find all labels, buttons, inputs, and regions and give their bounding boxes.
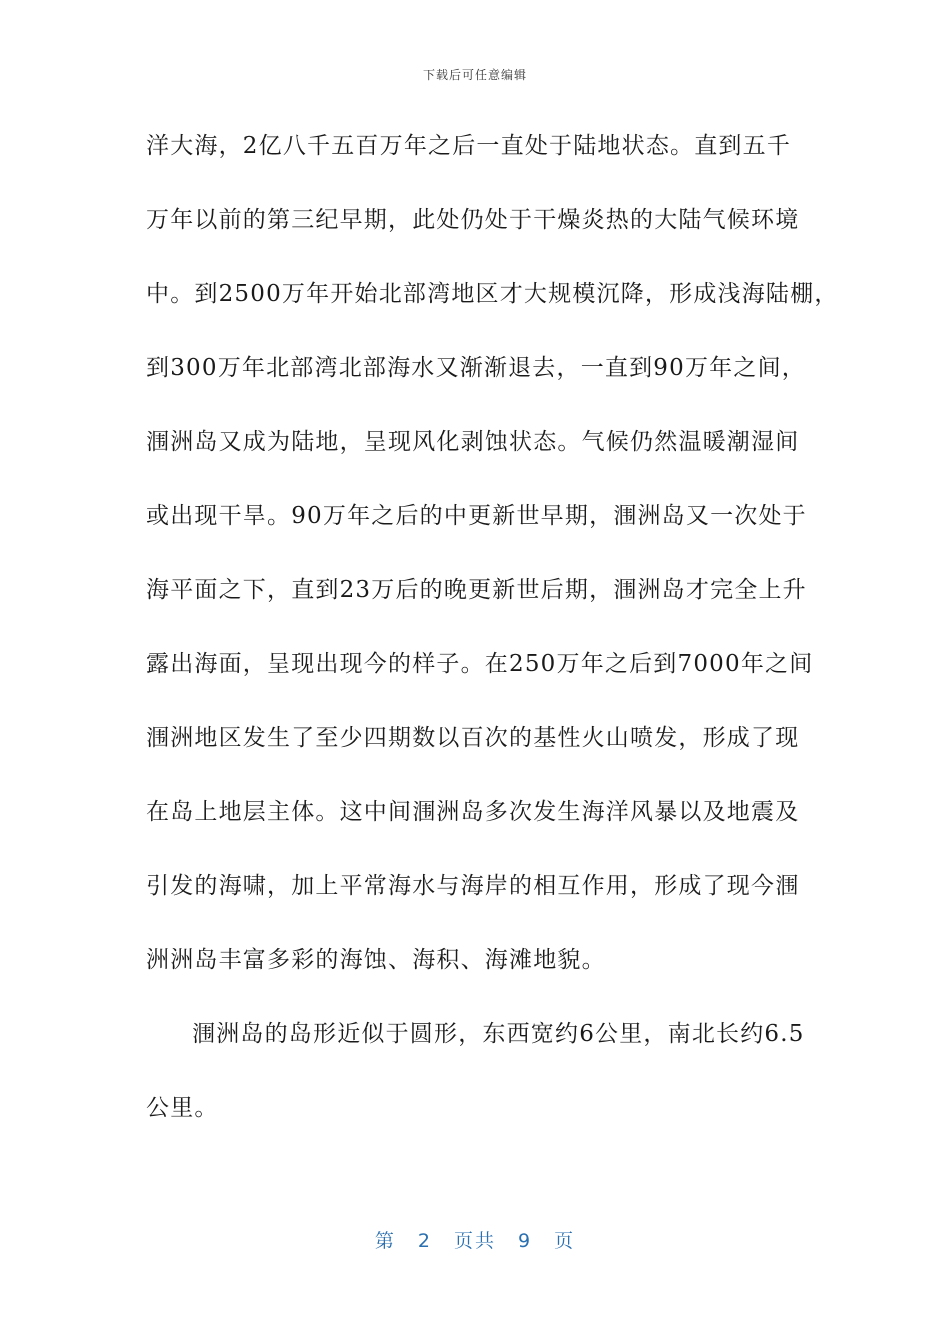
text-line: 海平面之下，直到23万后的晚更新世后期，涠洲岛才完全上升: [146, 577, 807, 603]
page-middle: 页共: [453, 1230, 496, 1252]
text-line: 洋大海，2亿八千五百万年之后一直处于陆地状态。直到五千: [146, 133, 792, 159]
text-line: 或出现干旱。90万年之后的中更新世早期，涠洲岛又一次处于: [146, 503, 807, 529]
page-total: 9: [518, 1230, 533, 1252]
paragraph-start-line: 涠洲岛的岛形近似于圆形，东西宽约6公里，南北长约6.5: [192, 1021, 805, 1047]
text-line: 引发的海啸，加上平常海水与海岸的相互作用，形成了现今涠: [146, 873, 800, 899]
header-note: 下载后可任意编辑: [422, 68, 527, 82]
page-number: 2: [417, 1230, 432, 1252]
text-line: 万年以前的第三纪早期，此处仍处于干燥炎热的大陆气候环境: [146, 207, 800, 233]
text-line: 涠洲岛又成为陆地，呈现风化剥蚀状态。气候仍然温暖潮湿间: [146, 429, 800, 455]
page-prefix: 第: [374, 1230, 396, 1252]
text-line: 公里。: [146, 1095, 219, 1121]
text-line: 露出海面，呈现出现今的样子。在250万年之后到7000年之间: [146, 651, 814, 677]
text-line: 涠洲地区发生了至少四期数以百次的基性火山喷发，形成了现: [146, 725, 800, 751]
page-footer: [0, 1226, 950, 1253]
page-suffix: 页: [554, 1230, 576, 1252]
text-line: 在岛上地层主体。这中间涠洲岛多次发生海洋风暴以及地震及: [146, 799, 800, 825]
text-line: 到300万年北部湾北部海水又渐渐退去，一直到90万年之间，: [146, 355, 806, 381]
text-line: 洲洲岛丰富多彩的海蚀、海积、海滩地貌。: [146, 947, 606, 973]
text-line: 中。到2500万年开始北部湾地区才大规模沉降，形成浅海陆棚，: [146, 281, 839, 307]
document-body: [146, 128, 839, 1164]
